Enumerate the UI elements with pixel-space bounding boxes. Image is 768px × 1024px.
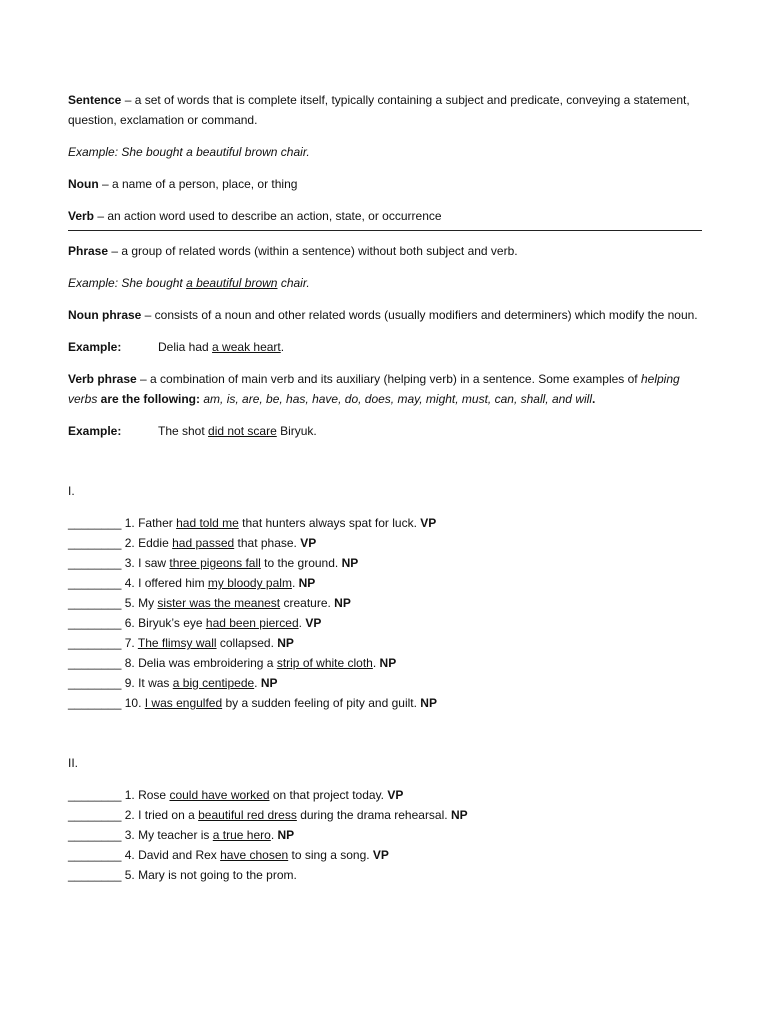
item-text-pre: I offered him <box>138 576 208 590</box>
item-text-pre: My <box>138 596 158 610</box>
item-number: 2. <box>121 536 139 550</box>
vp-example-post: Biryuk. <box>276 424 317 438</box>
item-answer: VP <box>420 516 437 530</box>
phrase-definition <box>68 241 702 261</box>
vp-example-pre: The shot <box>158 424 209 438</box>
item-number: 6. <box>121 616 139 630</box>
phrase-term: Phrase <box>68 244 109 258</box>
item-text-underlined: had passed <box>172 536 235 550</box>
item-answer: NP <box>277 636 294 650</box>
item-number: 7. <box>121 636 138 650</box>
answer-blank: ________ <box>68 848 122 862</box>
vp-example-underlined: did not scare <box>208 424 277 438</box>
item-answer: VP <box>372 848 389 862</box>
item-text-post: on that project today. <box>269 788 388 802</box>
item-text-post: collapsed. <box>216 636 278 650</box>
item-text-post: . <box>270 828 278 842</box>
np-example-underlined: a weak heart <box>212 340 281 354</box>
item-answer: VP <box>387 788 404 802</box>
sentence-def: – a set of words that is complete itself, typically containing a subject and predicate, conveying a statement, question, exclamation or command. <box>68 93 690 127</box>
answer-blank: ________ <box>68 556 122 570</box>
sentence-example: Example: She bought a beautiful brown chair. <box>68 145 310 159</box>
item-text-post: to the ground. <box>260 556 342 570</box>
np-example-post: . <box>280 340 285 354</box>
exercise-item <box>68 593 702 613</box>
answer-blank: ________ <box>68 516 122 530</box>
item-text-underlined: a big centipede <box>172 676 255 690</box>
exercise-item <box>68 785 702 805</box>
answer-blank: ________ <box>68 696 122 710</box>
item-text-pre: Rose <box>138 788 170 802</box>
phrase-example-pre: Example: She bought <box>68 276 187 290</box>
item-text-pre: I tried on a <box>138 808 199 822</box>
noun-term: Noun <box>68 177 99 191</box>
item-text-pre: I saw <box>138 556 170 570</box>
item-text-underlined: have chosen <box>220 848 289 862</box>
item-text-pre: David and Rex <box>138 848 221 862</box>
exercise-item <box>68 613 702 633</box>
noun-phrase-example <box>68 337 702 357</box>
item-text-post: during the drama rehearsal. <box>296 808 451 822</box>
answer-blank: ________ <box>68 808 122 822</box>
example-label: Example: <box>68 340 122 354</box>
verb-term: Verb <box>68 209 95 223</box>
np-example-pre: Delia had <box>158 340 213 354</box>
verb-phrase-def: – a combination of main verb and its auxiliary (helping verb) in a sentence. Some examples of <box>136 372 641 386</box>
item-text-underlined: sister was the meanest <box>157 596 281 610</box>
vp-end: . <box>591 392 596 406</box>
exercise-item <box>68 513 702 533</box>
noun-definition <box>68 174 702 194</box>
item-answer: NP <box>420 696 437 710</box>
exercise-item <box>68 653 702 673</box>
item-number: 9. <box>121 676 139 690</box>
item-text-underlined: beautiful red dress <box>198 808 297 822</box>
exercise-item <box>68 673 702 693</box>
item-text-underlined: strip of white cloth <box>276 656 373 670</box>
exercise-item <box>68 845 702 865</box>
exercise-list-2 <box>68 785 702 885</box>
item-text-post: to sing a song. <box>288 848 373 862</box>
helping-verbs-list: am, is, are, be, has, have, do, does, may, might, must, can, shall, and will <box>203 392 592 406</box>
exercise-item <box>68 633 702 653</box>
exercise-item <box>68 693 702 713</box>
item-text-post: . <box>372 656 380 670</box>
item-text-pre: Father <box>138 516 177 530</box>
item-text-pre: Eddie <box>138 536 173 550</box>
answer-blank: ________ <box>68 536 122 550</box>
item-text-underlined: three pigeons fall <box>169 556 261 570</box>
item-text-post: by a sudden feeling of pity and guilt. <box>222 696 421 710</box>
phrase-example-underlined: a beautiful brown <box>186 276 278 290</box>
answer-blank: ________ <box>68 828 122 842</box>
item-number: 2. <box>121 808 139 822</box>
item-number: 3. <box>121 556 139 570</box>
item-text-underlined: my bloody palm <box>207 576 292 590</box>
verb-phrase-definition <box>68 369 702 409</box>
item-number: 1. <box>121 788 139 802</box>
verb-phrase-term: Verb phrase <box>68 372 137 386</box>
item-number: 1. <box>121 516 139 530</box>
verb-definition <box>68 206 702 226</box>
verb-phrase-example <box>68 421 702 441</box>
exercise-item <box>68 825 702 845</box>
noun-def: – a name of a person, place, or thing <box>98 177 298 191</box>
sentence-term: Sentence <box>68 93 122 107</box>
answer-blank: ________ <box>68 788 122 802</box>
answer-blank: ________ <box>68 636 122 650</box>
item-answer: VP <box>300 536 317 550</box>
item-number: 4. <box>121 576 139 590</box>
section-2-heading: II. <box>68 756 79 770</box>
exercise-item <box>68 805 702 825</box>
item-text-post: creature. <box>280 596 335 610</box>
example-label: Example: <box>68 424 122 438</box>
item-text-post: . <box>298 616 306 630</box>
exercise-item <box>68 553 702 573</box>
sentence-definition <box>68 90 702 130</box>
answer-blank: ________ <box>68 616 122 630</box>
answer-blank: ________ <box>68 596 122 610</box>
verb-def: – an action word used to describe an action, state, or occurrence <box>94 209 442 223</box>
answer-blank: ________ <box>68 676 122 690</box>
item-text-post: that phase. <box>234 536 301 550</box>
item-text-underlined: could have worked <box>169 788 270 802</box>
answer-blank: ________ <box>68 868 122 882</box>
item-text-underlined: I was engulfed <box>144 696 223 710</box>
item-text-underlined: a true hero <box>212 828 271 842</box>
item-answer: NP <box>260 676 278 690</box>
item-number: 5. <box>121 596 139 610</box>
phrase-example-post: chair. <box>277 276 310 290</box>
exercise-item <box>68 865 702 885</box>
answer-blank: ________ <box>68 656 122 670</box>
item-answer: NP <box>341 556 359 570</box>
item-answer: NP <box>334 596 351 610</box>
item-answer: NP <box>379 656 397 670</box>
exercise-list-1 <box>68 513 702 713</box>
item-text-pre: My teacher is <box>138 828 213 842</box>
item-answer: NP <box>450 808 468 822</box>
item-number: 5. <box>121 868 139 882</box>
item-text-underlined: had been pierced <box>205 616 299 630</box>
item-text-pre: It was <box>138 676 173 690</box>
answer-blank: ________ <box>68 576 122 590</box>
item-text-underlined: had told me <box>176 516 239 530</box>
item-number: 3. <box>121 828 139 842</box>
item-number: 8. <box>121 656 139 670</box>
item-answer: NP <box>277 828 295 842</box>
noun-phrase-term: Noun phrase <box>68 308 142 322</box>
helping-verbs-term: helping verbs <box>68 372 680 406</box>
item-number: 10. <box>121 696 145 710</box>
item-text-post: that hunters always spat for luck. <box>238 516 421 530</box>
exercise-item <box>68 573 702 593</box>
item-number: 4. <box>121 848 139 862</box>
item-answer: NP <box>298 576 316 590</box>
item-text-pre: Delia was embroidering a <box>138 656 277 670</box>
document-body <box>68 90 702 885</box>
item-text-post: . <box>291 576 299 590</box>
section-1-heading: I. <box>68 484 75 498</box>
item-answer: VP <box>305 616 322 630</box>
vp-following: are the following: <box>97 392 204 406</box>
phrase-example <box>68 273 702 293</box>
item-text-pre: Biryuk’s eye <box>138 616 206 630</box>
noun-phrase-def: – consists of a noun and other related words (usually modifiers and determiners) which modify the noun. <box>141 308 698 322</box>
noun-phrase-definition <box>68 305 702 325</box>
phrase-def: – a group of related words (within a sentence) without both subject and verb. <box>108 244 518 258</box>
divider <box>68 230 702 231</box>
exercise-item <box>68 533 702 553</box>
item-text-underlined: The flimsy wall <box>137 636 217 650</box>
item-text-pre: Mary is not going to the prom. <box>138 868 297 882</box>
item-text-post: . <box>254 676 261 690</box>
